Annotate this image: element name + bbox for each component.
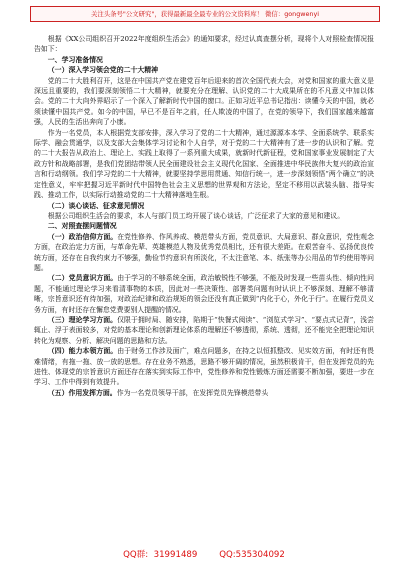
section-heading-2: 二、对照查摆问题情况 — [47, 222, 117, 231]
item-lead: （二）党员意识方面。 — [47, 274, 118, 283]
subsection-heading: （二）谈心谈话、征求意见情况 — [47, 201, 145, 210]
promo-banner: 关注头条号"公文研究"，获得最新最全最专业的公文资料库！ 微信：gongwenyi — [30, 6, 380, 22]
section-heading-1: 一、学习准备情况 — [47, 55, 103, 64]
list-item — [34, 388, 374, 398]
item-text: 由于学习的不够系统全面，政治敏锐性不够强，不能及时发现一些苗头性、倾向性问题，不能通过理论学习来看清事物的本质，因此对一些决策性、部署类问题有时认识上不够深刻、理解不够清晰，宗旨意识还有待加强，对政治纪律和政治规矩的领会还没有真正做到“内化于心，外化于行”。在履行党员义务方面，有时还存在懈怠党费要别人提醒的情况。 — [34, 274, 375, 314]
list-item — [34, 315, 374, 346]
paragraph: 作为一名党员，本人根据党支部安排，深入学习了党的二十大精神，通过源源本本学、全面系统学、联系实际学、融会贯通学，以及支部大会集体学习讨论和个人自学，对于党的二十大精神有了进一步的认识和了解。党的二十大报告从政治上、理论上、实践上取得了一系列重大成果，就新时代新征程，党和国家事业发展制定了大政方针和战略部署，是我们党团结带领人民全面建设社会主义现代化国家、全面推进中华民族伟大复兴的政治宣言和行动纲领。我们学习党的二十大精神，就要坚持学思用贯通、知信行统一，进一步深刻领悟“两个确立”的决定性意义，牢牢把握习近平新时代中国特色社会主义思想的世界观和方法论，坚定不移用以武装头脑、指导实践、推动工作，以实际行动推动党的二十大精神落地生根。 — [34, 128, 374, 200]
contact-footer: QQ群: 31991489 QQ:535304092 — [123, 550, 285, 560]
subsection-heading: （一）深入学习领会党的二十大精神 — [47, 66, 159, 75]
list-item — [34, 346, 374, 388]
paragraph: 党的二十大胜利召开，这是在中国共产党在建党百年后迎来的首次全国代表大会，对党和国家的重大意义是深远且重要的，我们要深刻领悟二十大精神，就要充分在理解、认识党的二十大成果所在的不凡意义中加以体会。党的二十大向外界昭示了一个深入了解新时代中国的窗口。正如习近平总书记指出：读懂今天的中国，就必须读懂中国共产党。如今的中国，早已不是百年之前，任人欺凌的中国了，在党的领导下，我们国家越来越富强，人民的生活出奔向了小康。 — [34, 76, 374, 127]
item-lead: （一）政治信仰方面。 — [47, 232, 118, 241]
item-text: 在党性修养、作风养成、模范带头方面，党员意识、大局意识、群众意识，党性观念方面，在政治定力方面，与革命先辈、英雄模范人物及优秀党员相比，还有很大差距。在艰苦奋斗、弘扬优良传统方面，还存在自我约束力不够强，勤俭节约意识有所淡化，不太注意笔、本、纸张等办公用品的节约使用等问题。 — [34, 232, 375, 272]
intro-paragraph: 根据《XX公司组织召开2022年度组织生活会》的通知要求，经过认真查摆分析，现将个人对照检查情况报告如下： — [34, 35, 374, 54]
item-text: 作为一名党员领导干部，在发挥党员先锋模范带头 — [116, 388, 269, 397]
item-text: 仅限于拥时局、随安排，陷期于“快餐式阅读”、“浏览式学习”、“要点式记背”，浅尝辄止、浮于表面较多，对党的基本理论和创新理论体系的理解还不够透彻，系统、透彻，还不能完全把理论知识转化为观察、分析、解决问题的思路和方法。 — [34, 315, 375, 345]
item-lead: （三）理论学习方面。 — [47, 315, 118, 324]
item-lead: （四）能力本领方面。 — [47, 347, 118, 356]
list-item — [34, 273, 374, 315]
list-item — [34, 232, 374, 274]
document-body — [34, 34, 374, 398]
item-lead: （五）作用发挥方面。 — [47, 388, 117, 397]
paragraph: 根据公司组织生活会的要求，本人与部门员工均开展了谈心谈话，广泛征求了大家的意见和建议。 — [47, 211, 345, 220]
item-text: 由于财务工作涉及面广，难点问题多，在持之以恒抓整改、见实效方面，有时还有畏难情绪，有拖一拖、放一放的思想。存在业务不熟悉，思路不够开阔的情况，虽然积极肯干，但在发挥党员的先进性、体现党的宗旨意识方面还存在落实到实际工作中，党性修养和党性锻炼方面还需要不断加强，要进一步在学习、工作中得到有效提升。 — [34, 347, 375, 387]
